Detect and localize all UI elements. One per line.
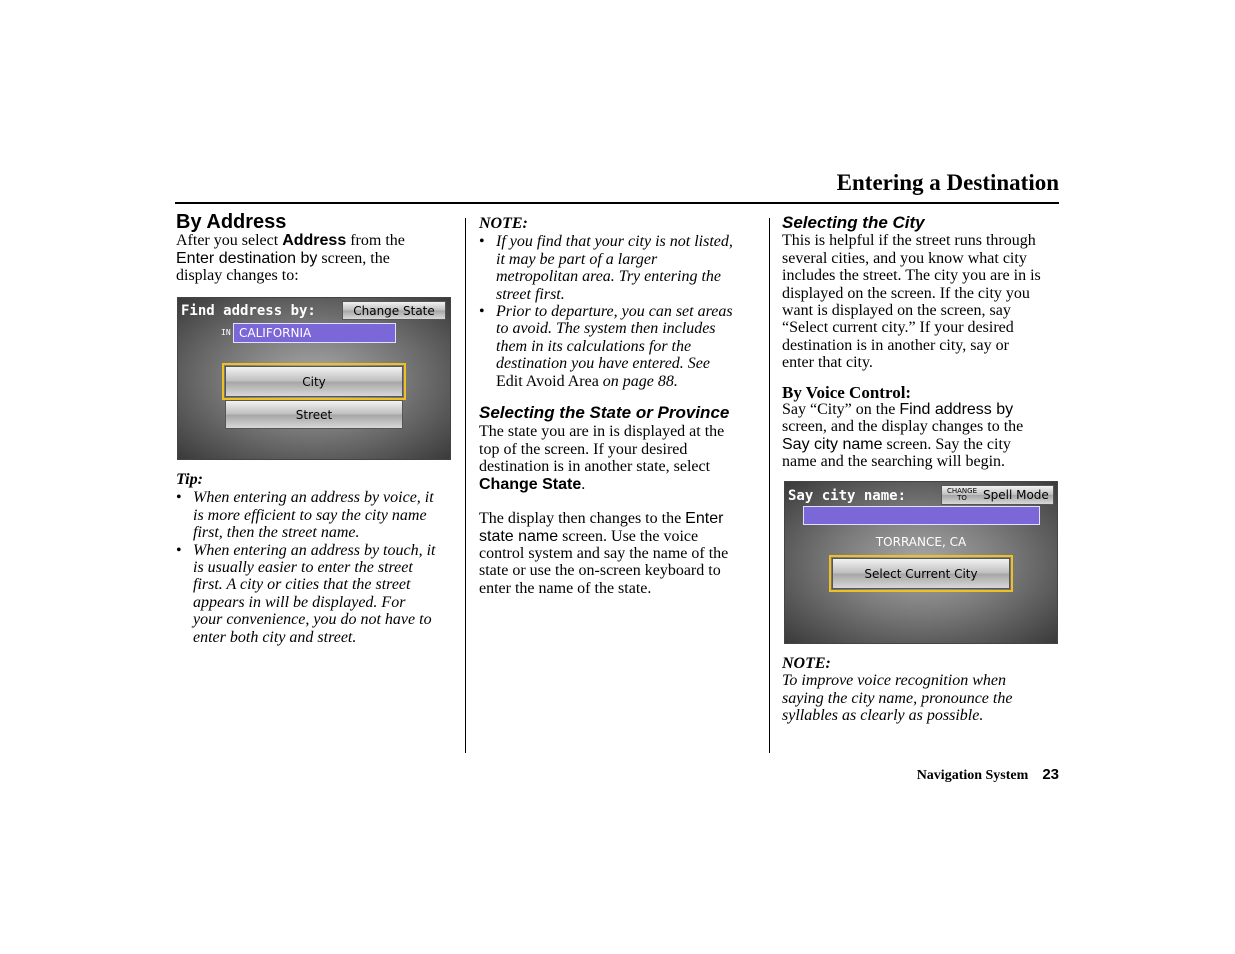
voice-control-heading: By Voice Control: — [782, 382, 912, 402]
change-state-term: Change State — [479, 475, 582, 493]
say-city-name-term: Say city name — [782, 435, 883, 453]
city-note-text: To improve voice recognition when saying the city name, pronounce the syllables as clearly as possible. — [782, 672, 1013, 725]
enter-term: Enter — [685, 510, 724, 528]
column-divider-left — [465, 218, 466, 753]
column-by-address — [176, 211, 456, 285]
column-selecting-city — [782, 214, 1062, 471]
tips-block — [176, 471, 461, 646]
edit-avoid-area-term: Edit Avoid Area — [496, 372, 599, 390]
header-rule — [175, 202, 1059, 204]
page-footer — [870, 766, 1059, 784]
city-button[interactable]: City — [225, 366, 403, 397]
enter-destination-term: Enter destination by — [176, 249, 318, 267]
city-note-block — [782, 655, 1062, 725]
say-city-name-screen — [784, 481, 1058, 644]
note-item: • Prior to departure, you can set areas to avoid. The system then includes them in its calculations for the destination you have entered. See Edit Avoid Area on page 88. — [479, 303, 764, 390]
tip-item: • When entering an address by voice, it is more efficient to say the city name first, then the street name. — [176, 489, 461, 541]
spell-mode-button[interactable] — [941, 485, 1054, 505]
state-name-term: state name — [479, 527, 559, 545]
find-address-screen — [177, 297, 451, 460]
note-item: • If you find that your city is not listed, it may be part of a larger metropolitan area. Try entering the street first. — [479, 233, 764, 303]
current-city-text: TORRANCE, CA — [875, 535, 967, 549]
voice-paragraph: Say “City” on the Find address by screen, and the display changes to the Say city name screen. Say the city name and the searching will begin. — [782, 401, 1024, 471]
find-address-title: Find address by: — [181, 303, 316, 319]
column-divider-right — [769, 218, 770, 753]
column-notes-state — [479, 215, 764, 597]
footer-label: Navigation System — [916, 768, 1029, 783]
page-title: Entering a Destination — [836, 170, 1059, 195]
change-to-label: CHANGE TO — [946, 487, 978, 502]
say-city-name-title: Say city name: — [788, 488, 907, 504]
state-paragraph-2: The display then changes to the Enter state name screen. Use the voice control system and say the name of the state or use the on-screen keyboard to enter the name of the state. — [479, 510, 729, 597]
street-button[interactable]: Street — [225, 400, 403, 429]
change-state-button[interactable]: Change State — [342, 301, 446, 320]
tips-list — [176, 489, 461, 646]
tip-label: Tip: — [176, 471, 203, 488]
section-heading-state: Selecting the State or Province — [479, 403, 730, 423]
find-address-term: Find address by — [899, 401, 1014, 419]
note-label: NOTE: — [782, 655, 831, 672]
note-label: NOTE: — [479, 215, 528, 232]
tip-item: • When entering an address by touch, it is usually easier to enter the street first. A city or cities that the street appears in will be displayed. For your convenience, you do not have to enter both city and street. — [176, 542, 461, 646]
in-label: IN — [221, 328, 231, 337]
city-name-field[interactable] — [803, 506, 1040, 525]
spell-mode-label: Spell Mode — [983, 488, 1049, 502]
address-term: Address — [282, 232, 347, 250]
section-heading-city: Selecting the City — [782, 213, 925, 232]
select-current-city-button[interactable]: Select Current City — [832, 558, 1010, 589]
state-paragraph-1: The state you are in is displayed at the top of the screen. If your desired destination is in another state, select Change State. — [479, 423, 725, 493]
state-field[interactable]: CALIFORNIA — [233, 323, 396, 343]
page-number: 23 — [1042, 766, 1059, 783]
city-paragraph: This is helpful if the street runs through several cities, and you know what city includes the street. The city you are in is displayed on the screen. If the city you want is displayed on the screen, say “Select current city.” If your desired destination is in another city, say or enter that city. — [782, 232, 1041, 372]
section-heading-by-address: By Address — [176, 211, 287, 233]
intro-paragraph: After you select Address from the Enter destination by screen, the display changes to: — [176, 232, 405, 285]
notes-list — [479, 233, 764, 390]
